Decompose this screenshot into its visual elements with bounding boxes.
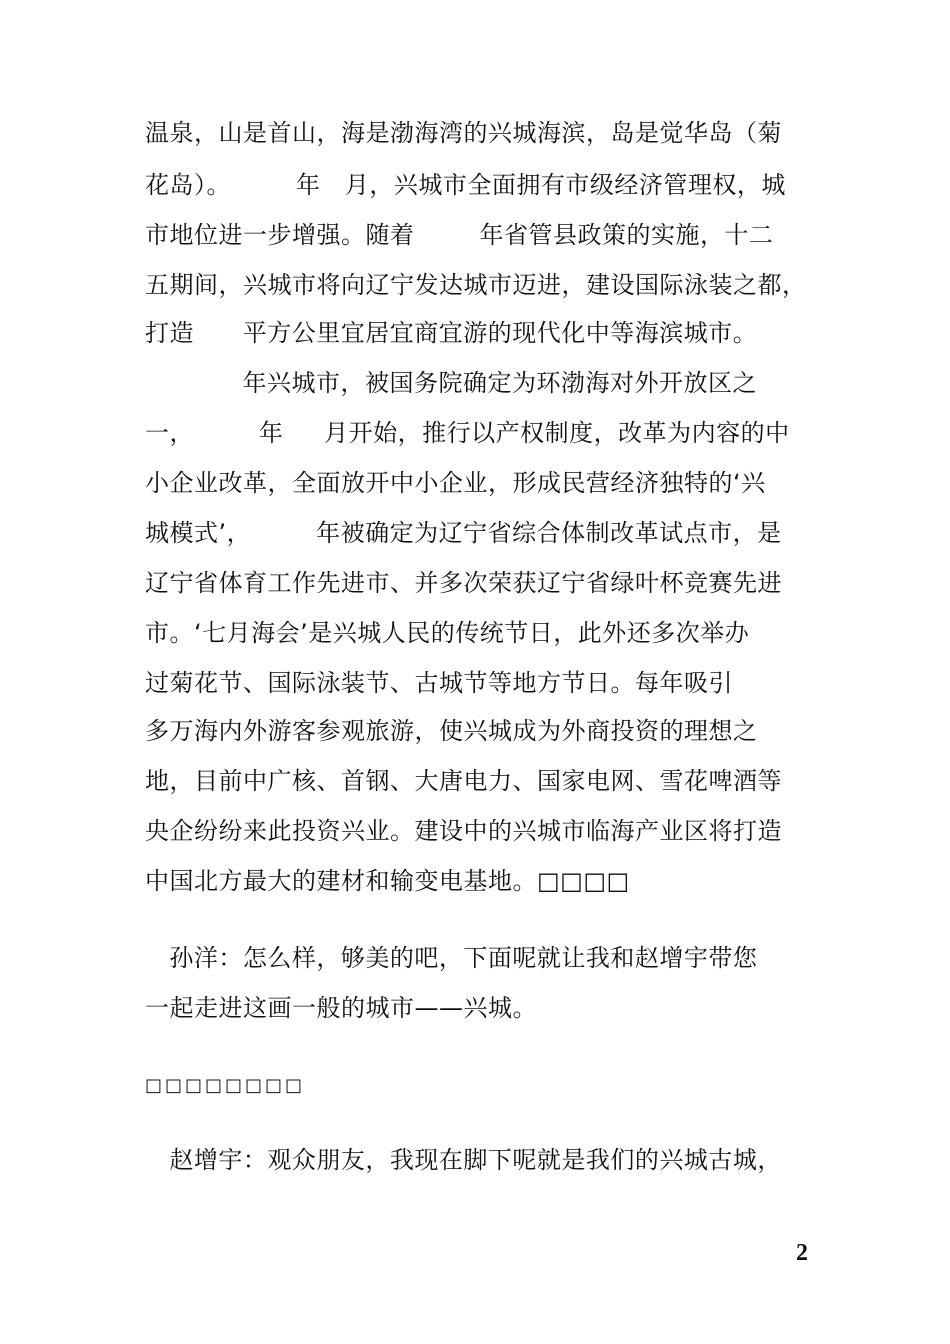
- text-line: 市。‘七月海会’是兴城人民的传统节日，此外还多次举办: [145, 619, 750, 647]
- text-line: 打造 平方公里宜居宜商宜游的现代化中等海滨城市。: [145, 319, 758, 347]
- text-line: 一起走进这画一般的城市——兴城。: [145, 994, 537, 1022]
- text-line: 一， 年 月开始，推行以产权制度，改革为内容的中: [145, 419, 790, 447]
- text-line: 央企纷纷来此投资兴业。建设中的兴城市临海产业区将打造: [145, 817, 782, 845]
- dialogue-line-zhao-zengyu: 赵增宇：观众朋友，我现在脚下呢就是我们的兴城古城，: [145, 1146, 782, 1174]
- text-line: 市地位进一步增强。随着 年省管县政策的实施，十二: [145, 221, 774, 249]
- text-line: 温泉，山是首山，海是渤海湾的兴城海滨，岛是觉华岛（菊: [145, 119, 782, 147]
- placeholder-glyph-line: □□□□□□□□: [145, 1075, 306, 1096]
- text-line: 辽宁省体育工作先进市、并多次荣获辽宁省绿叶杯竞赛先进: [145, 569, 782, 597]
- dialogue-line-sun-yang: 孙洋：怎么样，够美的吧，下面呢就让我和赵增宇带您: [145, 944, 758, 972]
- text-line: 多万海内外游客参观旅游，使兴城成为外商投资的理想之: [145, 717, 758, 745]
- text-line: 中国北方最大的建材和输变电基地。□□□□: [145, 867, 630, 895]
- text-line: 五期间，兴城市将向辽宁发达城市迈进，建设国际泳装之都，: [145, 271, 807, 299]
- text-line: 花岛）。 年 月，兴城市全面拥有市级经济管理权，城: [145, 171, 786, 199]
- text-line: 过菊花节、国际泳装节、古城节等地方节日。每年吸引: [145, 669, 733, 697]
- text-line: 地，目前中广核、首钢、大唐电力、国家电网、雪花啤酒等: [145, 767, 782, 795]
- text-line: 城模式’， 年被确定为辽宁省综合体制改革试点市，是: [145, 519, 782, 547]
- text-line: 年兴城市，被国务院确定为环渤海对外开放区之: [145, 369, 758, 397]
- text-line: 小企业改革，全面放开中小企业，形成民营经济独特的‘兴: [145, 469, 766, 497]
- page-number: 2: [796, 1240, 808, 1266]
